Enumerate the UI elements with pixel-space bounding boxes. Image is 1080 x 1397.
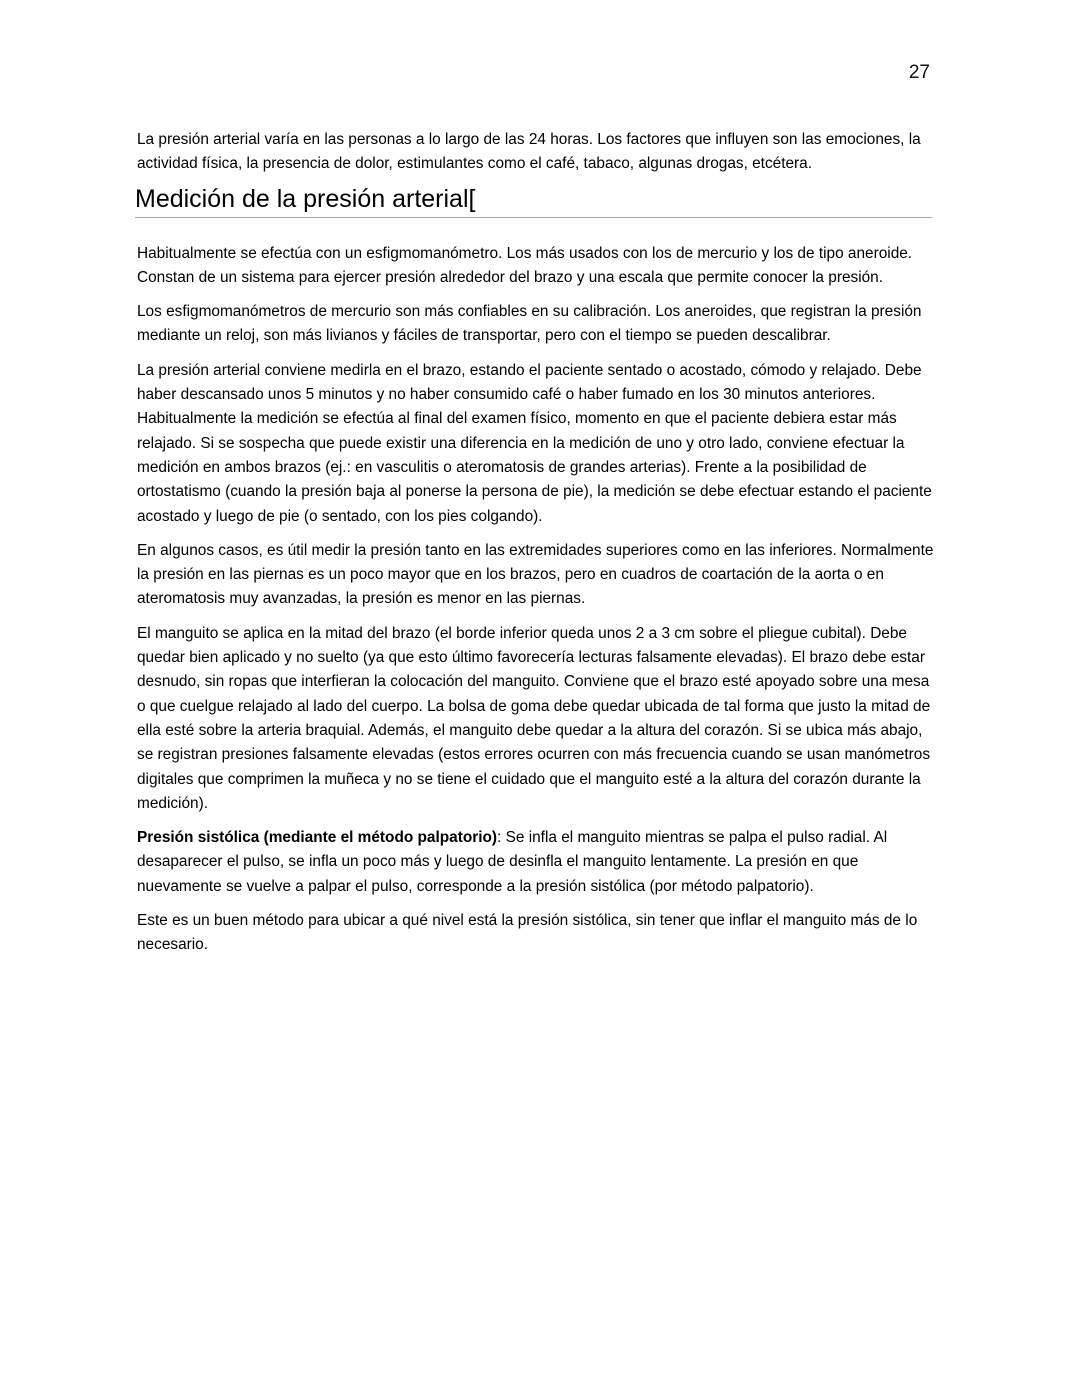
paragraph-esfigmomanometro: Habitualmente se efectúa con un esfigmomanómetro. Los más usados con los de mercurio y los de tipo aneroide. Constan de un sistema para ejercer presión alrededor del brazo y una escala que permite conocer la presión. [137, 244, 913, 286]
systolic-text: : Se infla el manguito mientras se palpa el pulso radial. Al desaparecer el pulso, se infla un poco más y luego de desinfla el manguito lentamente. La presión en que nuevamente se vuelve a palpar el pulso, corresponde a la presión sistólica (por método palpatorio). [137, 829, 888, 895]
section-heading: Medición de la presión arterial[ [135, 183, 932, 218]
document-body [137, 128, 937, 968]
systolic-term: Presión sistólica (mediante el método palpatorio) [137, 829, 498, 847]
paragraph-mercurio-aneroide: Los esfigmomanómetros de mercurio son más confiables en su calibración. Los aneroides, que registran la presión mediante un reloj, son más livianos y fáciles de transportar, pero con el tiempo se pueden descalibrar. [137, 303, 922, 345]
paragraph-extremidades: En algunos casos, es útil medir la presión tanto en las extremidades superiores como en las inferiores. Normalmente la presión en las piernas es un poco mayor que en los brazos, pero en cuadros de coartación de la aorta o en ateromatosis muy avanzadas, la presión es menor en las piernas. [137, 541, 934, 608]
paragraph-presion-sistolica [137, 826, 937, 899]
paragraph-closing: Este es un buen método para ubicar a qué nivel está la presión sistólica, sin tener que inflar el manguito más de lo necesario. [137, 912, 918, 954]
intro-paragraph: La presión arterial varía en las personas a lo largo de las 24 horas. Los factores que influyen son las emociones, la actividad física, la presencia de dolor, estimulantes como el café, tabaco, algunas drogas, etcétera. [137, 131, 921, 173]
page-number: 27 [908, 62, 930, 83]
paragraph-manguito: El manguito se aplica en la mitad del brazo (el borde inferior queda unos 2 a 3 cm sobre el pliegue cubital). Debe quedar bien aplicado y no suelto (ya que esto último favorecería lecturas falsamente elevadas). El brazo debe estar desnudo, sin ropas que interfieran la colocación del manguito. Conviene que el brazo esté apoyado sobre una mesa o que cuelgue relajado al lado del cuerpo. La bolsa de goma debe quedar ubicada de tal forma que justo la mitad de ella esté sobre la arteria braquial. Además, el manguito debe quedar a la altura del corazón. Si se ubica más abajo, se registran presiones falsamente elevadas (estos errores ocurren con más frecuencia cuando se usan manómetros digitales que comprimen la muñeca y no se tiene el cuidado que el manguito esté a la altura del corazón durante la medición). [137, 624, 931, 812]
paragraph-medicion-brazo: La presión arterial conviene medirla en el brazo, estando el paciente sentado o acostado, cómodo y relajado. Debe haber descansado unos 5 minutos y no haber consumido café o haber fumado en los 30 minutos anteriores. Habitualmente la medición se efectúa al final del examen físico, momento en que el paciente debiera estar más relajado. Si se sospecha que puede existir una diferencia en la medición de uno y otro lado, conviene efectuar la medición en ambos brazos (ej.: en vasculitis o ateromatosis de grandes arterias). Frente a la posibilidad de ortostatismo (cuando la presión baja al ponerse la persona de pie), la medición se debe efectuar estando el paciente acostado y luego de pie (o sentado, con los pies colgando). [137, 361, 932, 525]
